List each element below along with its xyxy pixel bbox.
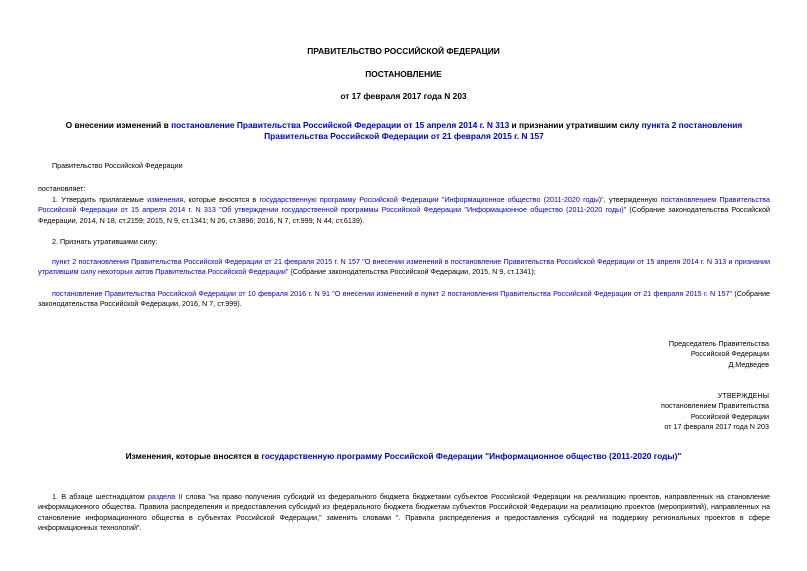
paragraph-4 [38,289,770,310]
changes-heading [0,451,807,462]
p3-link-clause-2-resolution-157[interactable]: пункт 2 постановления Правительства Российской Федерации от 21 февраля 2015 г. N 157 "О внесении изменений в постановление Правительства Российской Федерации от 15 апреля 2014 г. N 313 и признании утратившим силу некоторых актов Правительства Российской Федерации" [38,257,770,277]
approved-block [661,391,769,433]
signature-block [669,339,769,370]
p1-text-4: (Собрание законодательства Российской Федерации, 2014, N 18, ст.2159; 2015, N 9, ст.1341; N 26, ст.3896; 2016, N 7, ст.999; N 44, ст.6139). [38,205,770,225]
signature-position: Председатель Правительства [668,339,769,348]
approved-country: Российской Федерации [690,411,769,421]
approved-by: постановлением Правительства [661,401,769,411]
item1-text-2: слова "на право получения субсидий из федерального бюджета бюджетами субъектов Российской Федерации на реализацию проектов, направленных на становление информационного общества. Правила распределения и предоставления субсидий из федерального бюджета бюджетам субъектов Российской Федерации на реализацию проектов (мероприятий), направленных на становление информационного общества в субъектах Российской Федерации," заменить словами ". Правила распределения и предоставления субсидий на поддержку региональных проектов в сфере информационных технологий". [38,492,770,533]
p1-link-changes[interactable]: изменения [147,195,184,204]
approved-label: УТВЕРЖДЕНЫ [717,391,769,400]
title-text-2: и признании утратившим силу [509,120,642,130]
title-text-1: О внесении изменений в [65,120,172,130]
item1-link-section-2[interactable]: раздела II [147,492,183,501]
p1-link-resolution-313[interactable]: постановлением Правительства Российской Федерации от 15 апреля 2014 г. N 313 "Об утверждении государственной программы Российской Федерации "Информационное общество (2011-2020 годы)" [38,195,771,215]
changes-heading-link-program[interactable]: государственную программу Российской Федерации "Информационное общество (2011-2020 годы)" [261,451,682,461]
paragraph-3 [38,257,770,278]
signature-country: Российской Федерации [690,349,769,359]
p3-text-1: (Собрание законодательства Российской Федерации, 2015, N 9, ст.1341); [288,267,536,277]
signature-name: Д.Медведев [728,359,769,369]
p4-text-1: (Собрание законодательства Российской Федерации, 2016, N 7, ст.999). [38,289,771,309]
paragraph-2: 2. Признать утратившими силу: [52,237,158,246]
item1-text-1: 1. В абзаце шестнадцатом [52,492,148,501]
p1-link-program[interactable]: государственную программу Российской Федерации "Информационное общество (2011-2020 годы)" [259,195,604,204]
doc-date-number: от 17 февраля 2017 года N 203 [340,91,467,101]
approved-date: от 17 февраля 2017 года N 203 [664,422,769,432]
title-link-resolution-157[interactable]: пункта 2 постановления Правительства Российской Федерации от 21 февраля 2015 г. N 157 [264,120,743,141]
p1-text-1: 1. Утвердить прилагаемые [52,195,148,204]
paragraph-1 [38,195,770,226]
changes-heading-text: Изменения, которые вносятся в [125,451,262,461]
doc-type-heading: ПОСТАНОВЛЕНИЕ [365,69,442,79]
resolves-line: постановляет: [38,184,86,193]
changes-item-1 [38,492,770,534]
p4-link-resolution-91[interactable]: постановление Правительства Российской Федерации от 10 февраля 2016 г. N 91 "О внесении изменений в пункт 2 постановления Правительства Российской Федерации от 21 февраля 2015 г. N 157" [52,289,733,298]
p1-text-3: , утвержденную [603,195,661,204]
government-heading: ПРАВИТЕЛЬСТВО РОССИЙСКОЙ ФЕДЕРАЦИИ [307,46,500,56]
government-line: Правительство Российской Федерации [52,161,183,170]
title-link-resolution-313[interactable]: постановление Правительства Российской Федерации от 15 апреля 2014 г. N 313 [171,120,510,130]
document-title [38,120,770,142]
p1-text-2: , которые вносятся в [183,195,260,204]
